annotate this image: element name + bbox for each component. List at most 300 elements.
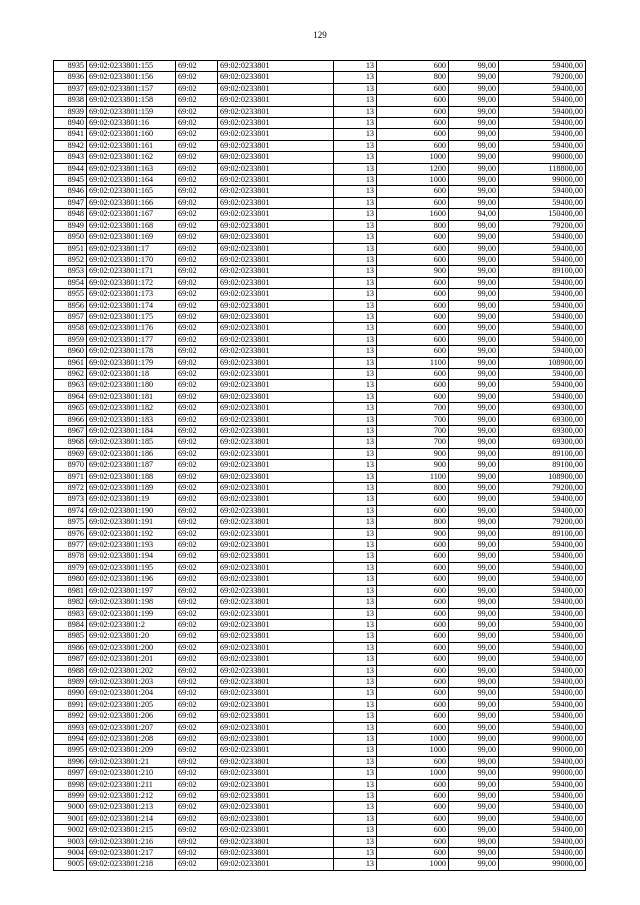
category-cell: 13 bbox=[334, 289, 377, 300]
row-number-cell: 8990 bbox=[54, 688, 87, 699]
specific-value-cell: 99,00 bbox=[449, 574, 499, 585]
row-number-cell: 8946 bbox=[54, 186, 87, 197]
row-number-cell: 8972 bbox=[54, 483, 87, 494]
cadastral-value-cell: 89100,00 bbox=[499, 448, 586, 459]
row-number-cell: 8999 bbox=[54, 791, 87, 802]
specific-value-cell: 99,00 bbox=[449, 95, 499, 106]
district-code-cell: 69:02 bbox=[176, 289, 218, 300]
district-code-cell: 69:02 bbox=[176, 118, 218, 129]
specific-value-cell: 99,00 bbox=[449, 140, 499, 151]
specific-value-cell: 99,00 bbox=[449, 791, 499, 802]
category-cell: 13 bbox=[334, 551, 377, 562]
table-row bbox=[54, 540, 586, 551]
table-row bbox=[54, 175, 586, 186]
category-cell: 13 bbox=[334, 152, 377, 163]
table-row bbox=[54, 802, 586, 813]
cadastral-number-cell: 69:02:0233801:171 bbox=[87, 266, 176, 277]
cadastral-number-cell: 69:02:0233801:215 bbox=[87, 825, 176, 836]
category-cell: 13 bbox=[334, 699, 377, 710]
category-cell: 13 bbox=[334, 665, 377, 676]
specific-value-cell: 99,00 bbox=[449, 494, 499, 505]
specific-value-cell: 99,00 bbox=[449, 768, 499, 779]
cadastral-number-cell: 69:02:0233801:176 bbox=[87, 323, 176, 334]
cadastral-number-cell: 69:02:0233801:21 bbox=[87, 756, 176, 767]
table-row bbox=[54, 551, 586, 562]
cadastral-value-cell: 59400,00 bbox=[499, 391, 586, 402]
row-number-cell: 9001 bbox=[54, 813, 87, 824]
row-number-cell: 8947 bbox=[54, 197, 87, 208]
cadastral-number-cell: 69:02:0233801:179 bbox=[87, 357, 176, 368]
cadastral-number-cell: 69:02:0233801:159 bbox=[87, 106, 176, 117]
cadastral-value-cell: 59400,00 bbox=[499, 551, 586, 562]
table-row bbox=[54, 813, 586, 824]
table-row bbox=[54, 494, 586, 505]
cadastral-value-cell: 118800,00 bbox=[499, 163, 586, 174]
specific-value-cell: 99,00 bbox=[449, 368, 499, 379]
cadastral-value-cell: 59400,00 bbox=[499, 232, 586, 243]
category-cell: 13 bbox=[334, 254, 377, 265]
specific-value-cell: 99,00 bbox=[449, 277, 499, 288]
specific-value-cell: 99,00 bbox=[449, 631, 499, 642]
area-cell: 600 bbox=[377, 825, 449, 836]
area-cell: 600 bbox=[377, 368, 449, 379]
row-number-cell: 8980 bbox=[54, 574, 87, 585]
district-code-cell: 69:02 bbox=[176, 380, 218, 391]
category-cell: 13 bbox=[334, 72, 377, 83]
cadastral-value-cell: 59400,00 bbox=[499, 505, 586, 516]
row-number-cell: 8997 bbox=[54, 768, 87, 779]
specific-value-cell: 99,00 bbox=[449, 380, 499, 391]
cadastral-number-cell: 69:02:0233801:197 bbox=[87, 585, 176, 596]
district-code-cell: 69:02 bbox=[176, 72, 218, 83]
quarter-number-cell: 69:02:0233801 bbox=[218, 756, 334, 767]
cadastral-number-cell: 69:02:0233801:205 bbox=[87, 699, 176, 710]
specific-value-cell: 99,00 bbox=[449, 426, 499, 437]
district-code-cell: 69:02 bbox=[176, 825, 218, 836]
district-code-cell: 69:02 bbox=[176, 505, 218, 516]
cadastral-number-cell: 69:02:0233801:195 bbox=[87, 562, 176, 573]
table-row bbox=[54, 129, 586, 140]
area-cell: 1100 bbox=[377, 471, 449, 482]
cadastral-value-cell: 59400,00 bbox=[499, 243, 586, 254]
specific-value-cell: 99,00 bbox=[449, 357, 499, 368]
cadastral-value-cell: 59400,00 bbox=[499, 129, 586, 140]
quarter-number-cell: 69:02:0233801 bbox=[218, 505, 334, 516]
specific-value-cell: 99,00 bbox=[449, 129, 499, 140]
category-cell: 13 bbox=[334, 448, 377, 459]
district-code-cell: 69:02 bbox=[176, 140, 218, 151]
specific-value-cell: 99,00 bbox=[449, 254, 499, 265]
cadastral-number-cell: 69:02:0233801:160 bbox=[87, 129, 176, 140]
row-number-cell: 8950 bbox=[54, 232, 87, 243]
cadastral-number-cell: 69:02:0233801:161 bbox=[87, 140, 176, 151]
district-code-cell: 69:02 bbox=[176, 129, 218, 140]
cadastral-value-cell: 59400,00 bbox=[499, 289, 586, 300]
cadastral-value-cell: 108900,00 bbox=[499, 471, 586, 482]
table-row bbox=[54, 346, 586, 357]
category-cell: 13 bbox=[334, 186, 377, 197]
row-number-cell: 8998 bbox=[54, 779, 87, 790]
cadastral-number-cell: 69:02:0233801:157 bbox=[87, 83, 176, 94]
cadastral-value-cell: 59400,00 bbox=[499, 654, 586, 665]
quarter-number-cell: 69:02:0233801 bbox=[218, 140, 334, 151]
district-code-cell: 69:02 bbox=[176, 848, 218, 859]
area-cell: 700 bbox=[377, 426, 449, 437]
specific-value-cell: 99,00 bbox=[449, 460, 499, 471]
area-cell: 600 bbox=[377, 540, 449, 551]
table-row bbox=[54, 391, 586, 402]
category-cell: 13 bbox=[334, 562, 377, 573]
cadastral-value-cell: 59400,00 bbox=[499, 323, 586, 334]
table-row bbox=[54, 448, 586, 459]
cadastral-number-cell: 69:02:0233801:186 bbox=[87, 448, 176, 459]
cadastral-value-cell: 59400,00 bbox=[499, 311, 586, 322]
area-cell: 600 bbox=[377, 197, 449, 208]
table-row bbox=[54, 83, 586, 94]
table-row bbox=[54, 460, 586, 471]
row-number-cell: 8966 bbox=[54, 414, 87, 425]
table-row bbox=[54, 768, 586, 779]
category-cell: 13 bbox=[334, 483, 377, 494]
area-cell: 600 bbox=[377, 654, 449, 665]
quarter-number-cell: 69:02:0233801 bbox=[218, 676, 334, 687]
category-cell: 13 bbox=[334, 619, 377, 630]
row-number-cell: 8982 bbox=[54, 597, 87, 608]
table-row bbox=[54, 711, 586, 722]
cadastral-value-cell: 59400,00 bbox=[499, 494, 586, 505]
table-row bbox=[54, 152, 586, 163]
row-number-cell: 8963 bbox=[54, 380, 87, 391]
quarter-number-cell: 69:02:0233801 bbox=[218, 106, 334, 117]
category-cell: 13 bbox=[334, 380, 377, 391]
table-row bbox=[54, 756, 586, 767]
table-row bbox=[54, 733, 586, 744]
row-number-cell: 8961 bbox=[54, 357, 87, 368]
area-cell: 600 bbox=[377, 505, 449, 516]
row-number-cell: 8973 bbox=[54, 494, 87, 505]
cadastral-value-cell: 59400,00 bbox=[499, 665, 586, 676]
cadastral-number-cell: 69:02:0233801:212 bbox=[87, 791, 176, 802]
table-row bbox=[54, 289, 586, 300]
district-code-cell: 69:02 bbox=[176, 323, 218, 334]
cadastral-value-cell: 59400,00 bbox=[499, 106, 586, 117]
area-cell: 1000 bbox=[377, 733, 449, 744]
area-cell: 600 bbox=[377, 619, 449, 630]
specific-value-cell: 99,00 bbox=[449, 437, 499, 448]
area-cell: 600 bbox=[377, 494, 449, 505]
cadastral-number-cell: 69:02:0233801:20 bbox=[87, 631, 176, 642]
table-row bbox=[54, 483, 586, 494]
district-code-cell: 69:02 bbox=[176, 528, 218, 539]
table-row bbox=[54, 220, 586, 231]
cadastral-value-cell: 59400,00 bbox=[499, 368, 586, 379]
cadastral-number-cell: 69:02:0233801:173 bbox=[87, 289, 176, 300]
quarter-number-cell: 69:02:0233801 bbox=[218, 175, 334, 186]
cadastral-value-cell: 79200,00 bbox=[499, 220, 586, 231]
district-code-cell: 69:02 bbox=[176, 209, 218, 220]
area-cell: 600 bbox=[377, 551, 449, 562]
table-row bbox=[54, 848, 586, 859]
table-row bbox=[54, 266, 586, 277]
quarter-number-cell: 69:02:0233801 bbox=[218, 825, 334, 836]
table-row bbox=[54, 426, 586, 437]
area-cell: 600 bbox=[377, 665, 449, 676]
specific-value-cell: 99,00 bbox=[449, 186, 499, 197]
quarter-number-cell: 69:02:0233801 bbox=[218, 346, 334, 357]
row-number-cell: 8941 bbox=[54, 129, 87, 140]
row-number-cell: 8940 bbox=[54, 118, 87, 129]
cadastral-number-cell: 69:02:0233801:18 bbox=[87, 368, 176, 379]
category-cell: 13 bbox=[334, 540, 377, 551]
table-row bbox=[54, 528, 586, 539]
area-cell: 600 bbox=[377, 380, 449, 391]
specific-value-cell: 99,00 bbox=[449, 528, 499, 539]
specific-value-cell: 99,00 bbox=[449, 756, 499, 767]
area-cell: 1000 bbox=[377, 768, 449, 779]
cadastral-number-cell: 69:02:0233801:211 bbox=[87, 779, 176, 790]
district-code-cell: 69:02 bbox=[176, 859, 218, 870]
area-cell: 1000 bbox=[377, 745, 449, 756]
category-cell: 13 bbox=[334, 733, 377, 744]
district-code-cell: 69:02 bbox=[176, 391, 218, 402]
cadastral-number-cell: 69:02:0233801:192 bbox=[87, 528, 176, 539]
area-cell: 600 bbox=[377, 676, 449, 687]
table-row bbox=[54, 631, 586, 642]
cadastral-value-cell: 59400,00 bbox=[499, 711, 586, 722]
district-code-cell: 69:02 bbox=[176, 597, 218, 608]
cadastral-value-cell: 59400,00 bbox=[499, 642, 586, 653]
quarter-number-cell: 69:02:0233801 bbox=[218, 289, 334, 300]
table-row bbox=[54, 243, 586, 254]
specific-value-cell: 99,00 bbox=[449, 699, 499, 710]
category-cell: 13 bbox=[334, 106, 377, 117]
cadastral-number-cell: 69:02:0233801:16 bbox=[87, 118, 176, 129]
category-cell: 13 bbox=[334, 83, 377, 94]
district-code-cell: 69:02 bbox=[176, 403, 218, 414]
row-number-cell: 8996 bbox=[54, 756, 87, 767]
quarter-number-cell: 69:02:0233801 bbox=[218, 118, 334, 129]
category-cell: 13 bbox=[334, 232, 377, 243]
quarter-number-cell: 69:02:0233801 bbox=[218, 129, 334, 140]
quarter-number-cell: 69:02:0233801 bbox=[218, 791, 334, 802]
quarter-number-cell: 69:02:0233801 bbox=[218, 72, 334, 83]
quarter-number-cell: 69:02:0233801 bbox=[218, 152, 334, 163]
specific-value-cell: 99,00 bbox=[449, 722, 499, 733]
table-row bbox=[54, 779, 586, 790]
area-cell: 600 bbox=[377, 311, 449, 322]
cadastral-number-cell: 69:02:0233801:199 bbox=[87, 608, 176, 619]
cadastral-value-cell: 99000,00 bbox=[499, 859, 586, 870]
table-row bbox=[54, 380, 586, 391]
district-code-cell: 69:02 bbox=[176, 266, 218, 277]
category-cell: 13 bbox=[334, 654, 377, 665]
cadastral-number-cell: 69:02:0233801:218 bbox=[87, 859, 176, 870]
cadastral-number-cell: 69:02:0233801:208 bbox=[87, 733, 176, 744]
district-code-cell: 69:02 bbox=[176, 676, 218, 687]
specific-value-cell: 99,00 bbox=[449, 688, 499, 699]
cadastral-value-cell: 59400,00 bbox=[499, 756, 586, 767]
quarter-number-cell: 69:02:0233801 bbox=[218, 688, 334, 699]
cadastral-value-cell: 89100,00 bbox=[499, 266, 586, 277]
district-code-cell: 69:02 bbox=[176, 95, 218, 106]
row-number-cell: 8989 bbox=[54, 676, 87, 687]
quarter-number-cell: 69:02:0233801 bbox=[218, 448, 334, 459]
cadastral-value-cell: 79200,00 bbox=[499, 72, 586, 83]
table-row bbox=[54, 676, 586, 687]
quarter-number-cell: 69:02:0233801 bbox=[218, 437, 334, 448]
district-code-cell: 69:02 bbox=[176, 311, 218, 322]
table-row bbox=[54, 300, 586, 311]
cadastral-number-cell: 69:02:0233801:185 bbox=[87, 437, 176, 448]
district-code-cell: 69:02 bbox=[176, 665, 218, 676]
quarter-number-cell: 69:02:0233801 bbox=[218, 403, 334, 414]
district-code-cell: 69:02 bbox=[176, 699, 218, 710]
table-row bbox=[54, 585, 586, 596]
table-row bbox=[54, 825, 586, 836]
cadastral-number-cell: 69:02:0233801:207 bbox=[87, 722, 176, 733]
cadastral-value-cell: 59400,00 bbox=[499, 631, 586, 642]
cadastral-value-cell: 69300,00 bbox=[499, 403, 586, 414]
area-cell: 600 bbox=[377, 711, 449, 722]
area-cell: 600 bbox=[377, 802, 449, 813]
cadastral-value-cell: 69300,00 bbox=[499, 414, 586, 425]
cadastral-number-cell: 69:02:0233801:168 bbox=[87, 220, 176, 231]
specific-value-cell: 99,00 bbox=[449, 654, 499, 665]
row-number-cell: 8983 bbox=[54, 608, 87, 619]
quarter-number-cell: 69:02:0233801 bbox=[218, 460, 334, 471]
district-code-cell: 69:02 bbox=[176, 540, 218, 551]
row-number-cell: 8984 bbox=[54, 619, 87, 630]
table-row bbox=[54, 619, 586, 630]
district-code-cell: 69:02 bbox=[176, 368, 218, 379]
quarter-number-cell: 69:02:0233801 bbox=[218, 266, 334, 277]
row-number-cell: 8976 bbox=[54, 528, 87, 539]
cadastral-number-cell: 69:02:0233801:198 bbox=[87, 597, 176, 608]
specific-value-cell: 99,00 bbox=[449, 289, 499, 300]
quarter-number-cell: 69:02:0233801 bbox=[218, 61, 334, 72]
row-number-cell: 9002 bbox=[54, 825, 87, 836]
area-cell: 600 bbox=[377, 688, 449, 699]
area-cell: 600 bbox=[377, 813, 449, 824]
table-row bbox=[54, 574, 586, 585]
category-cell: 13 bbox=[334, 175, 377, 186]
row-number-cell: 8953 bbox=[54, 266, 87, 277]
district-code-cell: 69:02 bbox=[176, 254, 218, 265]
district-code-cell: 69:02 bbox=[176, 220, 218, 231]
row-number-cell: 8977 bbox=[54, 540, 87, 551]
category-cell: 13 bbox=[334, 368, 377, 379]
category-cell: 13 bbox=[334, 391, 377, 402]
quarter-number-cell: 69:02:0233801 bbox=[218, 608, 334, 619]
cadastral-value-cell: 59400,00 bbox=[499, 118, 586, 129]
category-cell: 13 bbox=[334, 836, 377, 847]
district-code-cell: 69:02 bbox=[176, 152, 218, 163]
district-code-cell: 69:02 bbox=[176, 437, 218, 448]
category-cell: 13 bbox=[334, 471, 377, 482]
cadastral-value-cell: 59400,00 bbox=[499, 597, 586, 608]
quarter-number-cell: 69:02:0233801 bbox=[218, 357, 334, 368]
cadastral-number-cell: 69:02:0233801:174 bbox=[87, 300, 176, 311]
cadastral-number-cell: 69:02:0233801:177 bbox=[87, 334, 176, 345]
area-cell: 1600 bbox=[377, 209, 449, 220]
cadastral-number-cell: 69:02:0233801:217 bbox=[87, 848, 176, 859]
category-cell: 13 bbox=[334, 140, 377, 151]
district-code-cell: 69:02 bbox=[176, 163, 218, 174]
district-code-cell: 69:02 bbox=[176, 802, 218, 813]
area-cell: 1000 bbox=[377, 175, 449, 186]
row-number-cell: 8981 bbox=[54, 585, 87, 596]
specific-value-cell: 99,00 bbox=[449, 346, 499, 357]
table-row bbox=[54, 277, 586, 288]
area-cell: 600 bbox=[377, 300, 449, 311]
row-number-cell: 8955 bbox=[54, 289, 87, 300]
row-number-cell: 8971 bbox=[54, 471, 87, 482]
specific-value-cell: 99,00 bbox=[449, 471, 499, 482]
row-number-cell: 8959 bbox=[54, 334, 87, 345]
quarter-number-cell: 69:02:0233801 bbox=[218, 471, 334, 482]
category-cell: 13 bbox=[334, 825, 377, 836]
table-row bbox=[54, 665, 586, 676]
district-code-cell: 69:02 bbox=[176, 300, 218, 311]
area-cell: 600 bbox=[377, 243, 449, 254]
district-code-cell: 69:02 bbox=[176, 574, 218, 585]
quarter-number-cell: 69:02:0233801 bbox=[218, 483, 334, 494]
area-cell: 1100 bbox=[377, 357, 449, 368]
row-number-cell: 9003 bbox=[54, 836, 87, 847]
table-row bbox=[54, 505, 586, 516]
category-cell: 13 bbox=[334, 243, 377, 254]
specific-value-cell: 99,00 bbox=[449, 232, 499, 243]
district-code-cell: 69:02 bbox=[176, 175, 218, 186]
cadastral-number-cell: 69:02:0233801:203 bbox=[87, 676, 176, 687]
area-cell: 600 bbox=[377, 631, 449, 642]
cadastral-number-cell: 69:02:0233801:196 bbox=[87, 574, 176, 585]
category-cell: 13 bbox=[334, 346, 377, 357]
area-cell: 700 bbox=[377, 437, 449, 448]
specific-value-cell: 99,00 bbox=[449, 118, 499, 129]
table-row bbox=[54, 745, 586, 756]
area-cell: 700 bbox=[377, 403, 449, 414]
category-cell: 13 bbox=[334, 129, 377, 140]
category-cell: 13 bbox=[334, 676, 377, 687]
table-row bbox=[54, 597, 586, 608]
row-number-cell: 9004 bbox=[54, 848, 87, 859]
quarter-number-cell: 69:02:0233801 bbox=[218, 528, 334, 539]
area-cell: 600 bbox=[377, 642, 449, 653]
category-cell: 13 bbox=[334, 517, 377, 528]
cadastral-number-cell: 69:02:0233801:167 bbox=[87, 209, 176, 220]
category-cell: 13 bbox=[334, 61, 377, 72]
category-cell: 13 bbox=[334, 414, 377, 425]
table-row bbox=[54, 859, 586, 870]
cadastral-number-cell: 69:02:0233801:158 bbox=[87, 95, 176, 106]
category-cell: 13 bbox=[334, 768, 377, 779]
category-cell: 13 bbox=[334, 311, 377, 322]
area-cell: 700 bbox=[377, 414, 449, 425]
table-row bbox=[54, 437, 586, 448]
row-number-cell: 8993 bbox=[54, 722, 87, 733]
specific-value-cell: 99,00 bbox=[449, 61, 499, 72]
cadastral-number-cell: 69:02:0233801:180 bbox=[87, 380, 176, 391]
row-number-cell: 8995 bbox=[54, 745, 87, 756]
quarter-number-cell: 69:02:0233801 bbox=[218, 220, 334, 231]
area-cell: 600 bbox=[377, 334, 449, 345]
quarter-number-cell: 69:02:0233801 bbox=[218, 711, 334, 722]
district-code-cell: 69:02 bbox=[176, 551, 218, 562]
table-row bbox=[54, 186, 586, 197]
quarter-number-cell: 69:02:0233801 bbox=[218, 277, 334, 288]
district-code-cell: 69:02 bbox=[176, 243, 218, 254]
